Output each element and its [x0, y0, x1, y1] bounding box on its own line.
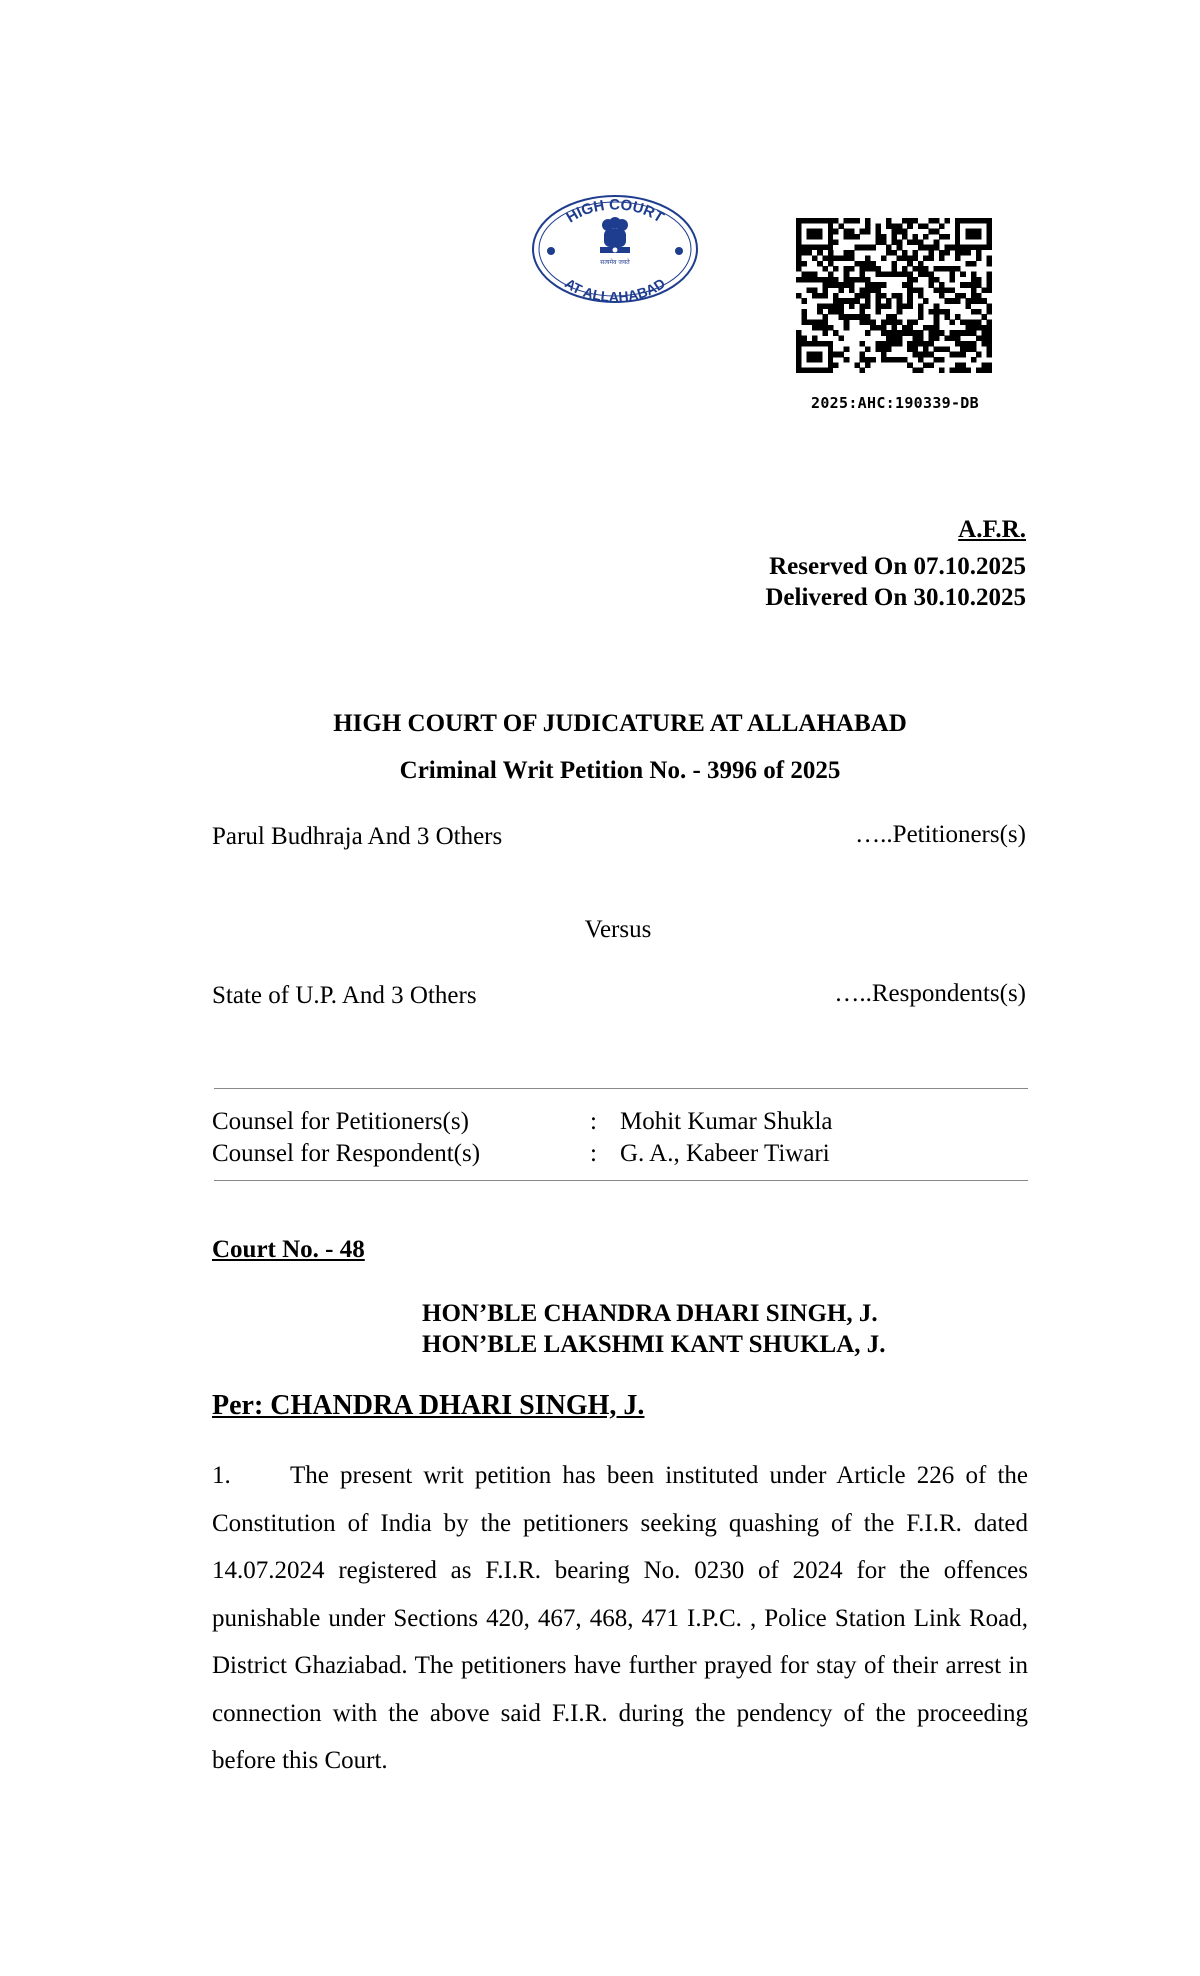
author-judge: Per: CHANDRA DHARI SINGH, J. [212, 1390, 645, 1421]
seal-emblem-icon [530, 193, 700, 305]
versus-label: Versus [584, 916, 652, 943]
counsel-respondents-name: G. A., Kabeer Tiwari [620, 1140, 830, 1167]
case-number: Criminal Writ Petition No. - 3996 of 2025 [399, 757, 841, 784]
divider [214, 1180, 1028, 1181]
judge-name: HON’BLE CHANDRA DHARI SINGH, J. [422, 1300, 878, 1327]
paragraph-number: 1. [212, 1462, 231, 1489]
seal-top-text: HIGH COURT [563, 196, 667, 227]
qr-code-icon [796, 218, 992, 373]
court-number: Court No. - 48 [212, 1236, 365, 1263]
counsel-petitioners-name: Mohit Kumar Shukla [620, 1108, 833, 1135]
qr-code [796, 218, 992, 373]
seal-motto: सत्यमेव जयते [600, 259, 630, 266]
petitioner-role: …..Petitioners(s) [855, 821, 1026, 848]
divider [214, 1088, 1028, 1089]
high-court-seal [530, 193, 700, 305]
court-name: HIGH COURT OF JUDICATURE AT ALLAHABAD [333, 710, 907, 737]
qr-code-id: 2025:AHC:190339-DB [811, 394, 979, 412]
counsel-respondents-label: Counsel for Respondent(s) [212, 1140, 481, 1167]
paragraph [212, 1452, 1028, 1785]
seal-bottom-text: AT ALLAHABAD [562, 274, 668, 305]
delivered-on: Delivered On 30.10.2025 [765, 584, 1026, 611]
paragraph-text: The present writ petition has been instituted under Article 226 of the Constitution of India by the petitioners seeking quashing of the F.I.R. dated 14.07.2024 registered as F.I.R. bearing No. 0230 of 2024 for the offences punishable under Sections 420, 467, 468, 471 I.P.C. , Police Station Link Road, District Ghaziabad. The petitioners have further prayed for stay of their arrest in connection with the above said F.I.R. during the pendency of the proceeding before this Court. [212, 1462, 1028, 1774]
counsel-separator: : [590, 1108, 597, 1135]
counsel-separator: : [590, 1140, 597, 1167]
respondent-name: State of U.P. And 3 Others [212, 982, 477, 1009]
judge-name: HON’BLE LAKSHMI KANT SHUKLA, J. [422, 1331, 886, 1358]
reserved-on: Reserved On 07.10.2025 [769, 553, 1026, 580]
afr-marker: A.F.R. [958, 516, 1026, 543]
petitioner-name: Parul Budhraja And 3 Others [212, 823, 503, 850]
counsel-petitioners-label: Counsel for Petitioners(s) [212, 1108, 469, 1135]
respondent-role: …..Respondents(s) [834, 980, 1026, 1007]
